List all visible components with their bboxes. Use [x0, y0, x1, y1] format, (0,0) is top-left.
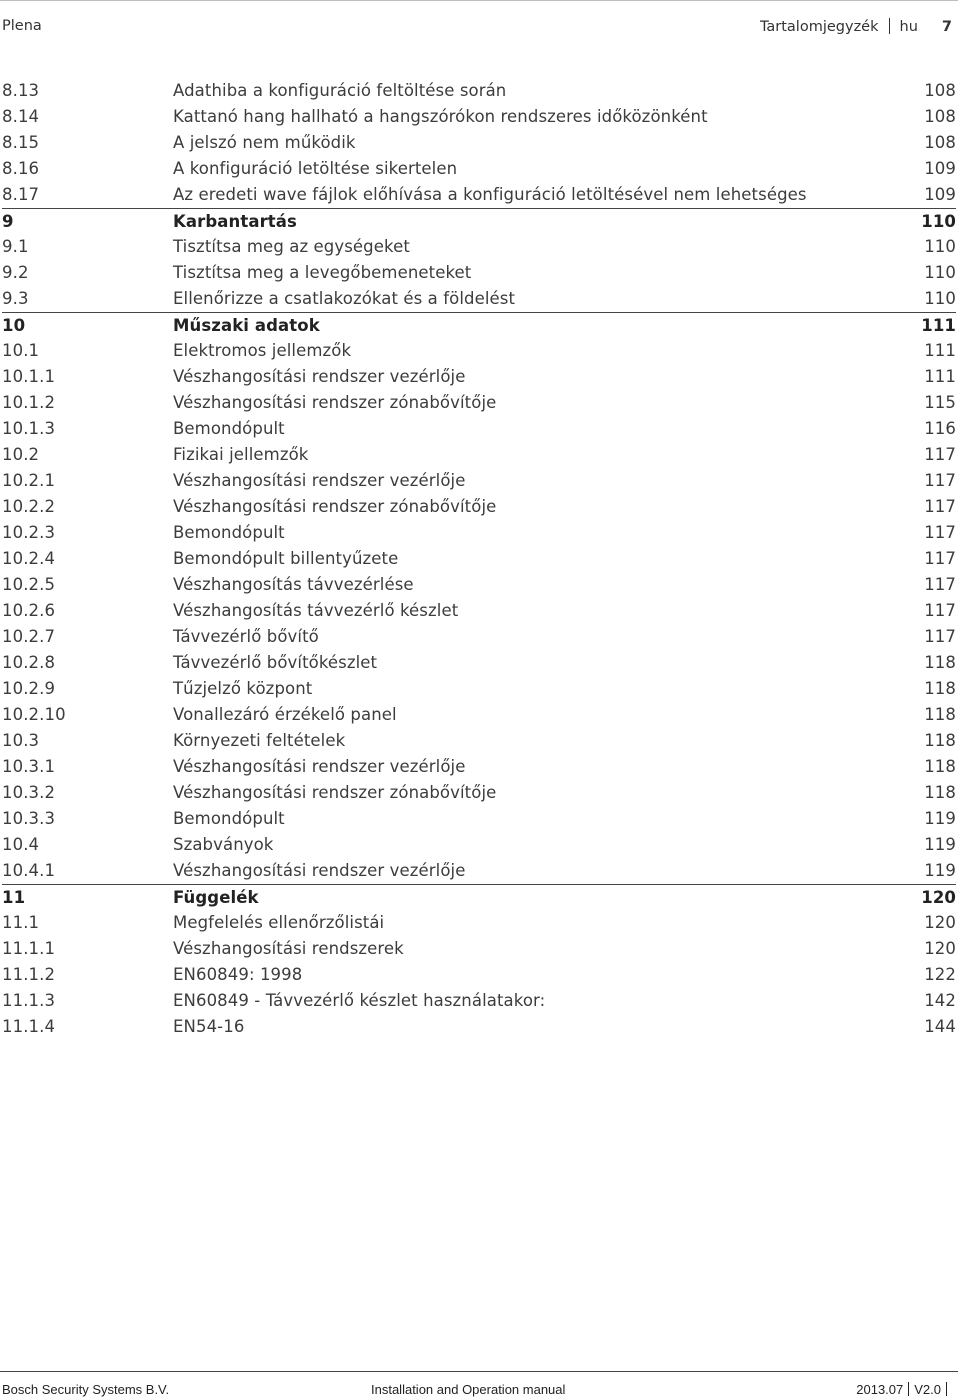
toc-row[interactable] [2, 494, 956, 520]
toc-row[interactable] [2, 520, 956, 546]
toc-row[interactable] [2, 78, 956, 104]
toc-number: 10.2.2 [2, 497, 56, 516]
toc-number: 10.3.2 [2, 783, 56, 802]
toc-page: 111 [921, 316, 956, 335]
toc-title: Tisztítsa meg a levegőbemeneteket [173, 263, 472, 282]
toc-title: Függelék [173, 888, 259, 907]
toc-number: 10 [2, 316, 26, 335]
toc-chapter-row[interactable] [2, 312, 956, 338]
toc-title: Megfelelés ellenőrzőlistái [173, 913, 385, 932]
toc-page: 117 [924, 471, 956, 490]
toc-title: A konfiguráció letöltése sikertelen [173, 159, 458, 178]
toc-number: 10.3.3 [2, 809, 56, 828]
toc-number: 10.2.9 [2, 679, 56, 698]
toc-row[interactable] [2, 858, 956, 884]
header-page-number: 7 [941, 19, 952, 35]
toc-number: 9.3 [2, 289, 29, 308]
footer-rule [0, 1371, 958, 1372]
toc-row[interactable] [2, 364, 956, 390]
toc-page: 109 [924, 185, 956, 204]
toc-page: 119 [924, 809, 956, 828]
toc-number: 10.2 [2, 445, 40, 464]
toc-page: 120 [921, 888, 956, 907]
toc-page: 110 [924, 289, 956, 308]
toc-row[interactable] [2, 624, 956, 650]
toc-page: 117 [924, 523, 956, 542]
toc-number: 10.1 [2, 341, 40, 360]
toc-page: 111 [924, 367, 956, 386]
toc-number: 8.17 [2, 185, 40, 204]
toc-page: 142 [924, 991, 956, 1010]
toc-title: Az eredeti wave fájlok előhívása a konfiguráció letöltésével nem lehetséges [173, 185, 807, 204]
toc-page: 117 [924, 627, 956, 646]
toc-title: Szabványok [173, 835, 274, 854]
toc-row[interactable] [2, 988, 956, 1014]
toc-number: 8.13 [2, 81, 40, 100]
toc-page: 118 [924, 679, 956, 698]
toc-row[interactable] [2, 962, 956, 988]
toc-row[interactable] [2, 104, 956, 130]
toc-page: 118 [924, 705, 956, 724]
toc-number: 10.2.4 [2, 549, 56, 568]
toc-row[interactable] [2, 468, 956, 494]
toc-number: 10.2.5 [2, 575, 56, 594]
toc-number: 11.1.2 [2, 965, 56, 984]
header-separator [889, 18, 890, 34]
toc-title: Távvezérlő bővítő [173, 627, 319, 646]
toc-page: 111 [924, 341, 956, 360]
toc-page: 144 [924, 1017, 956, 1036]
toc-number: 9.2 [2, 263, 29, 282]
toc-title: Vonallezáró érzékelő panel [173, 705, 397, 724]
toc-page: 119 [924, 835, 956, 854]
toc-title: Adathiba a konfiguráció feltöltése során [173, 81, 507, 100]
toc-page: 117 [924, 601, 956, 620]
toc-page: 117 [924, 497, 956, 516]
toc-page: 118 [924, 783, 956, 802]
toc-title: Bemondópult [173, 523, 285, 542]
toc-number: 10.2.6 [2, 601, 56, 620]
toc-title: Vészhangosítási rendszer vezérlője [173, 861, 466, 880]
toc-chapter-row[interactable] [2, 208, 956, 234]
toc-title: Vészhangosítási rendszer zónabővítője [173, 393, 497, 412]
toc-title: Távvezérlő bővítőkészlet [173, 653, 378, 672]
toc-number: 10.2.7 [2, 627, 56, 646]
toc-number: 10.2.3 [2, 523, 56, 542]
toc-number: 10.2.10 [2, 705, 66, 724]
toc-title: Ellenőrizze a csatlakozókat és a földelést [173, 289, 516, 308]
table-of-contents [2, 78, 956, 1040]
toc-title: A jelszó nem működik [173, 133, 356, 152]
toc-page: 120 [924, 939, 956, 958]
footer-version: V2.0 [914, 1382, 941, 1397]
toc-title: Vészhangosítási rendszer zónabővítője [173, 497, 497, 516]
toc-title: Műszaki adatok [173, 316, 320, 335]
toc-row[interactable] [2, 182, 956, 208]
toc-row[interactable] [2, 650, 956, 676]
toc-title: Kattanó hang hallható a hangszórókon rendszeres időközönként [173, 107, 708, 126]
toc-row[interactable] [2, 286, 956, 312]
toc-page: 115 [924, 393, 956, 412]
toc-title: Bemondópult [173, 809, 285, 828]
toc-title: Vészhangosítási rendszer vezérlője [173, 757, 466, 776]
toc-row[interactable] [2, 234, 956, 260]
toc-title: Elektromos jellemzők [173, 341, 352, 360]
toc-title: Bemondópult billentyűzete [173, 549, 399, 568]
toc-number: 11.1.1 [2, 939, 56, 958]
toc-number: 11.1 [2, 913, 40, 932]
header-language: hu [899, 19, 918, 35]
toc-page: 122 [924, 965, 956, 984]
toc-row[interactable] [2, 390, 956, 416]
toc-number: 10.2.1 [2, 471, 56, 490]
toc-page: 117 [924, 445, 956, 464]
toc-page: 110 [924, 263, 956, 282]
toc-number: 8.14 [2, 107, 40, 126]
toc-row[interactable] [2, 806, 956, 832]
toc-row[interactable] [2, 598, 956, 624]
toc-page: 109 [924, 159, 956, 178]
toc-title: Vészhangosítás távvezérlő készlet [173, 601, 459, 620]
toc-number: 8.15 [2, 133, 40, 152]
toc-number: 10.1.1 [2, 367, 56, 386]
toc-title: Vészhangosítási rendszer vezérlője [173, 471, 466, 490]
toc-number: 10.1.2 [2, 393, 56, 412]
toc-number: 9.1 [2, 237, 29, 256]
toc-row[interactable] [2, 676, 956, 702]
toc-title: Vészhangosítási rendszer zónabővítője [173, 783, 497, 802]
toc-number: 11 [2, 888, 26, 907]
toc-row[interactable] [2, 442, 956, 468]
footer-separator [946, 1382, 947, 1396]
toc-title: Vészhangosítás távvezérlése [173, 575, 414, 594]
toc-title: Bemondópult [173, 419, 285, 438]
footer-date-version [856, 1382, 952, 1397]
toc-number: 10.2.8 [2, 653, 56, 672]
toc-row[interactable] [2, 702, 956, 728]
toc-title: Tűzjelző központ [173, 679, 313, 698]
toc-number: 11.1.3 [2, 991, 56, 1010]
toc-row[interactable] [2, 780, 956, 806]
toc-row[interactable] [2, 832, 956, 858]
toc-number: 10.1.3 [2, 419, 56, 438]
toc-number: 10.3.1 [2, 757, 56, 776]
toc-number: 10.4.1 [2, 861, 56, 880]
toc-title: Tisztítsa meg az egységeket [173, 237, 410, 256]
toc-row[interactable] [2, 130, 956, 156]
toc-title: Vészhangosítási rendszerek [173, 939, 404, 958]
page-header [0, 0, 958, 50]
toc-title: Karbantartás [173, 212, 297, 231]
toc-page: 119 [924, 861, 956, 880]
toc-title: EN54-16 [173, 1017, 245, 1036]
toc-page: 108 [924, 81, 956, 100]
toc-chapter-row[interactable] [2, 884, 956, 910]
toc-number: 10.3 [2, 731, 40, 750]
toc-row[interactable] [2, 728, 956, 754]
toc-row[interactable] [2, 156, 956, 182]
toc-page: 117 [924, 549, 956, 568]
toc-page: 118 [924, 653, 956, 672]
toc-page: 110 [921, 212, 956, 231]
toc-page: 118 [924, 757, 956, 776]
toc-page: 120 [924, 913, 956, 932]
toc-page: 110 [924, 237, 956, 256]
toc-number: 8.16 [2, 159, 40, 178]
toc-row[interactable] [2, 936, 956, 962]
toc-page: 108 [924, 107, 956, 126]
toc-row[interactable] [2, 338, 956, 364]
footer-document: Installation and Operation manual [371, 1382, 566, 1397]
toc-page: 117 [924, 575, 956, 594]
footer-separator [908, 1382, 909, 1396]
toc-row[interactable] [2, 754, 956, 780]
toc-page: 108 [924, 133, 956, 152]
toc-title: Vészhangosítási rendszer vezérlője [173, 367, 466, 386]
header-product: Plena [2, 18, 42, 34]
toc-title: EN60849 - Távvezérlő készlet használatakor: [173, 991, 546, 1010]
toc-row[interactable] [2, 1014, 956, 1040]
header-right [760, 18, 952, 35]
toc-row[interactable] [2, 260, 956, 286]
header-section: Tartalomjegyzék [759, 19, 879, 35]
toc-number: 10.4 [2, 835, 40, 854]
toc-row[interactable] [2, 546, 956, 572]
toc-number: 9 [2, 212, 14, 231]
toc-page: 118 [924, 731, 956, 750]
footer-company: Bosch Security Systems B.V. [2, 1382, 170, 1397]
toc-title: Fizikai jellemzők [173, 445, 309, 464]
toc-title: Környezeti feltételek [173, 731, 346, 750]
toc-row[interactable] [2, 910, 956, 936]
toc-row[interactable] [2, 416, 956, 442]
footer-date: 2013.07 [856, 1382, 904, 1397]
toc-page: 116 [924, 419, 956, 438]
toc-row[interactable] [2, 572, 956, 598]
toc-number: 11.1.4 [2, 1017, 56, 1036]
toc-title: EN60849: 1998 [173, 965, 303, 984]
